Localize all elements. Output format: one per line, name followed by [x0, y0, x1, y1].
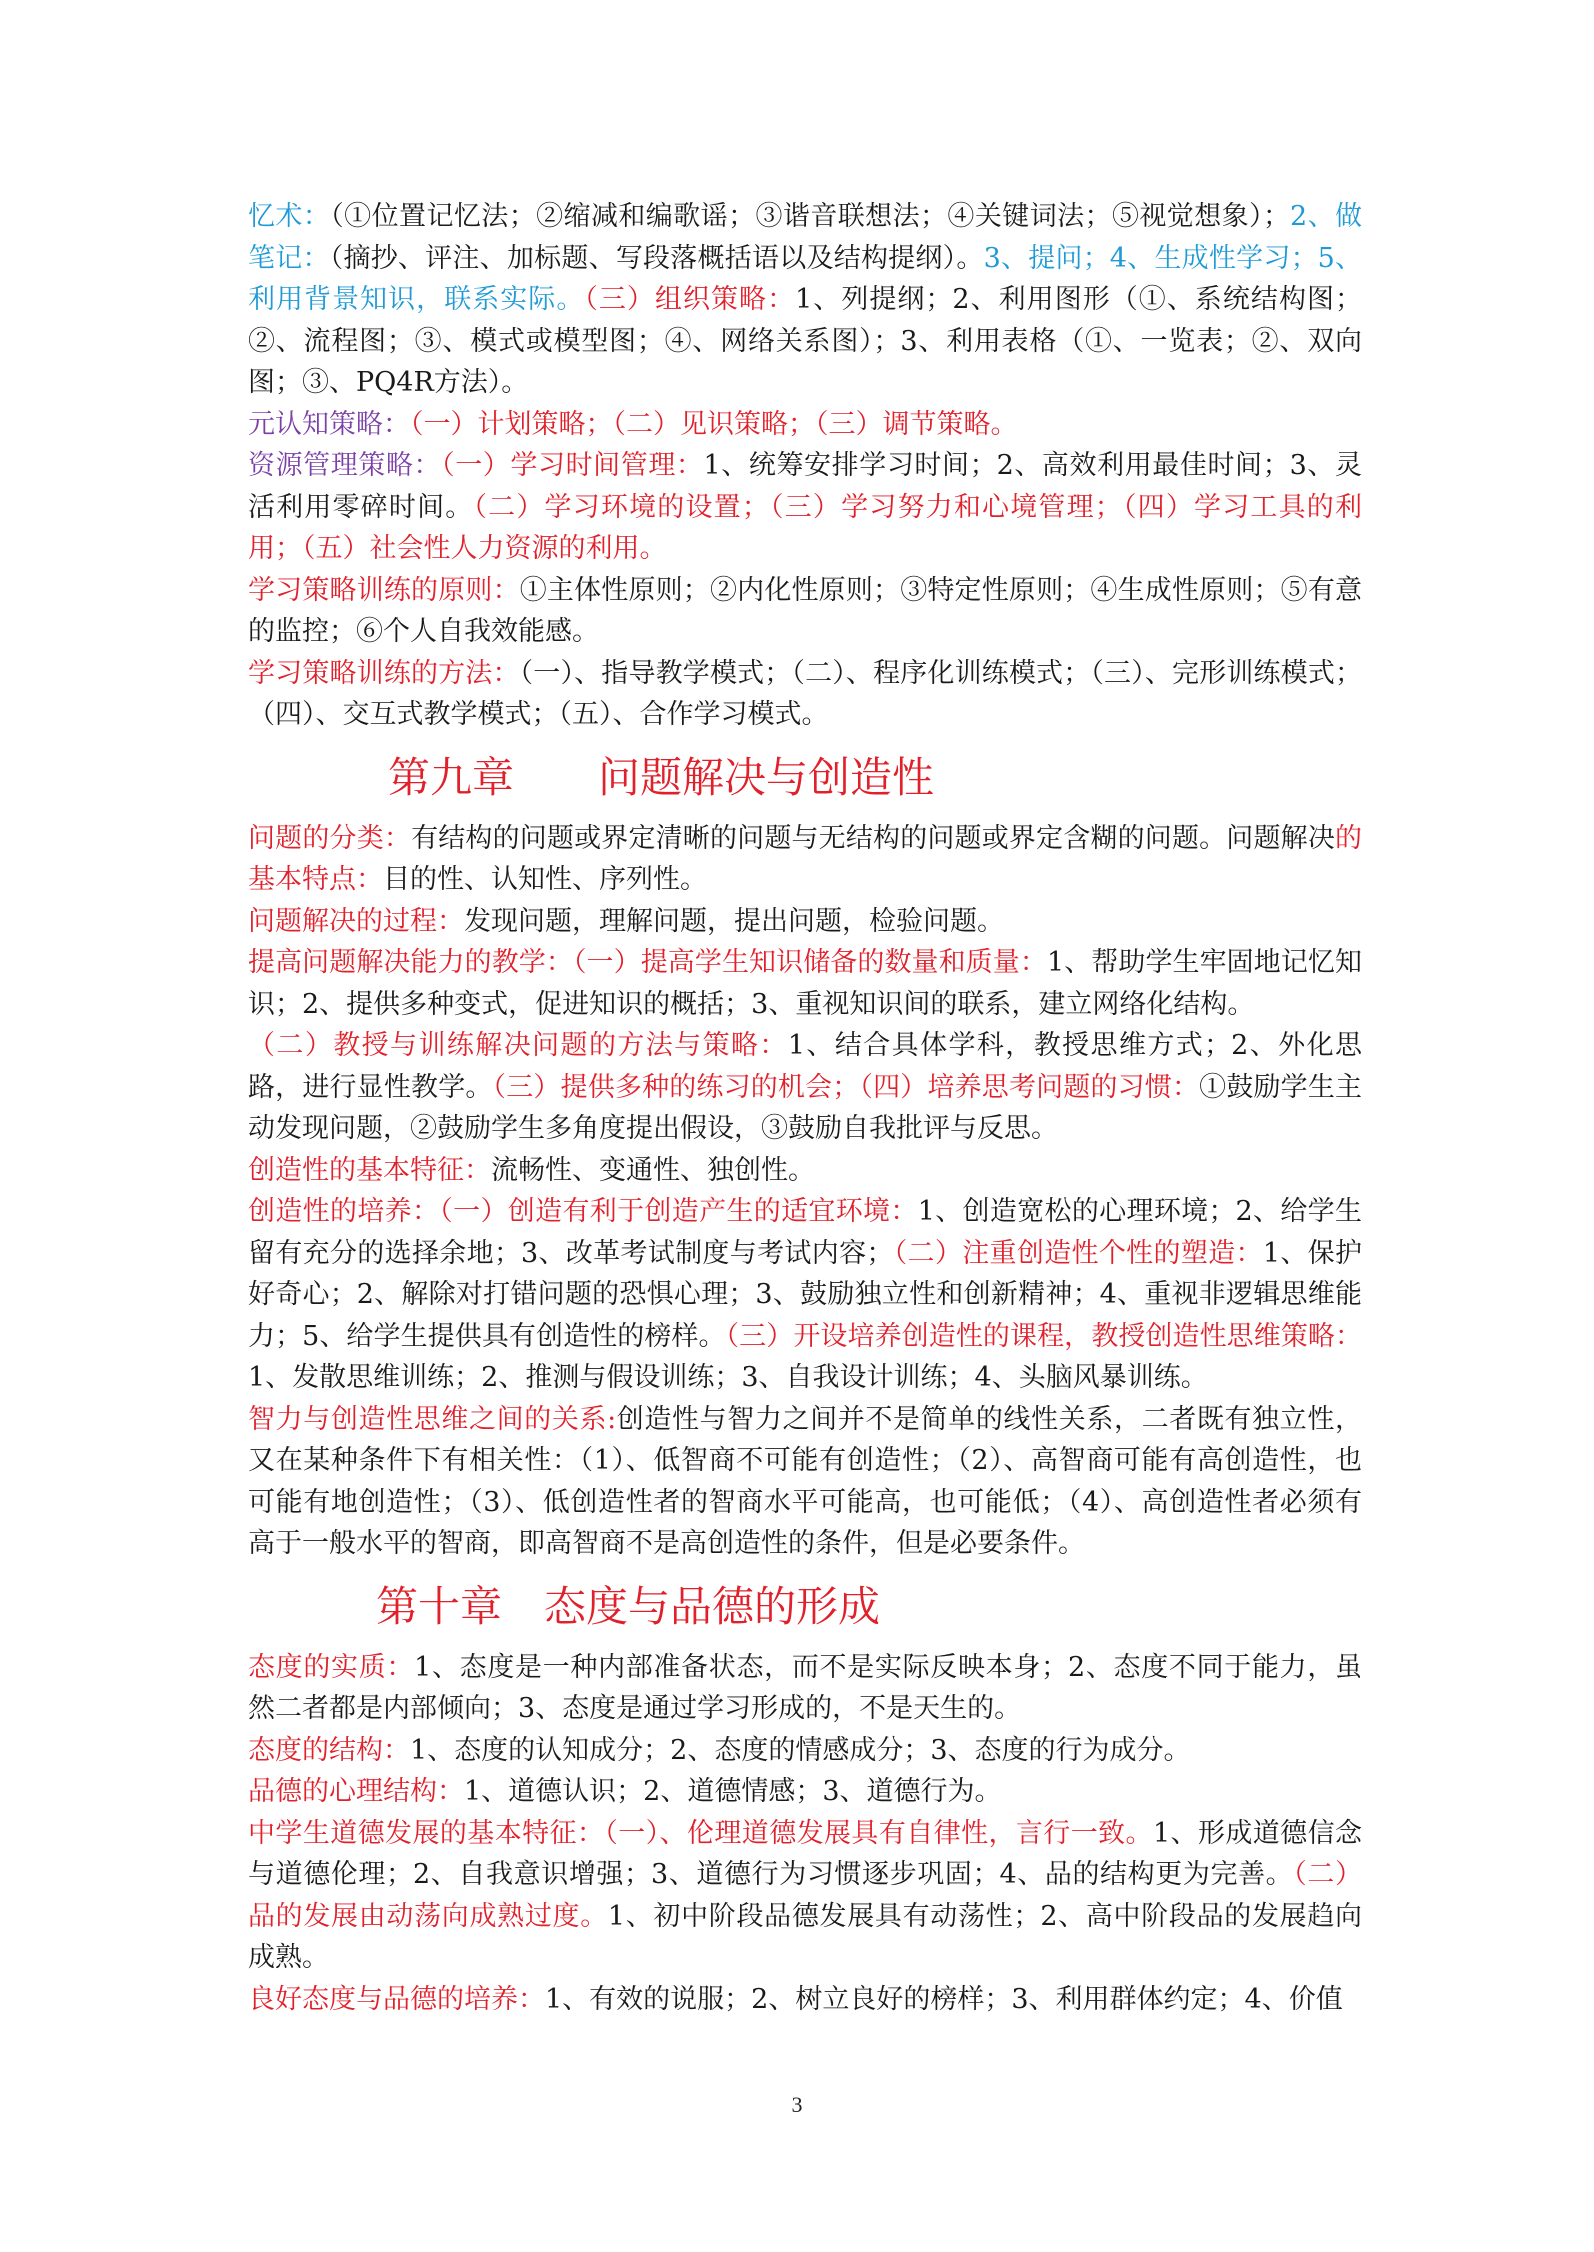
paragraph [248, 653, 1362, 736]
body-text: ①主体性原则；②内化性原则；③特定性原则；④生成性原则；⑤有意的监控；⑥个人自我效能感。 [248, 574, 1362, 647]
body-text: 1、保护好奇心；2、解除对打错问题的恐惧心理；3、鼓励独立性和创新精神；4、重视非逻辑思维能力；5、给学生提供具有创造性的榜样。 [248, 1237, 1362, 1352]
highlight-text: 中学生道德发展的基本特征：（一）、伦理道德发展具有自律性，言行一致。 [248, 1817, 1153, 1849]
body-text: 1、初中阶段品德发展具有动荡性；2、高中阶段品的发展趋向成熟。 [248, 1900, 1363, 1973]
paragraph [248, 1979, 1362, 2021]
highlight-text: 良好态度与品德的培养： [248, 1983, 545, 2015]
body-text: 发现问题，理解问题，提出问题，检验问题。 [464, 905, 1004, 937]
highlight-text: 的基本特点： [248, 822, 1363, 895]
chapter-10-section [248, 1647, 1362, 2021]
body-text: （一）、指导教学模式；（二）、程序化训练模式；（三）、完形训练模式；（四）、交互式教学模式；（五）、合作学习模式。 [248, 657, 1363, 730]
highlight-text: 创造性的基本特征： [248, 1154, 491, 1186]
body-text: （①位置记忆法；②缩减和编歌谣；③谐音联想法；④关键词法；⑤视觉想象）； [330, 201, 1290, 232]
paragraph [248, 1025, 1362, 1150]
paragraph [248, 901, 1362, 943]
chapter-10-heading: 第十章 态度与品德的形成 [376, 1581, 881, 1631]
paragraph [248, 1730, 1362, 1772]
paragraph [248, 1150, 1362, 1192]
body-text: 1、发散思维训练；2、推测与假设训练；3、自我设计训练；4、头脑风暴训练。 [248, 1362, 1208, 1393]
paragraph [248, 570, 1362, 653]
body-text: 1、帮助学生牢固地记忆知识；2、提供多种变式，促进知识的概括；3、重视知识间的联系，建立网络化结构。 [248, 947, 1363, 1020]
highlight-text: 忆术： [248, 201, 331, 232]
body-text: 1、结合具体学科，教授思维方式；2、外化思路，进行显性教学。 [248, 1030, 1363, 1103]
body-text: 1、态度是一种内部准备状态，而不是实际反映本身；2、态度不同于能力，虽然二者都是内部倾向；3、态度是通过学习形成的，不是天生的。 [248, 1651, 1363, 1724]
highlight-text: 问题的分类： [248, 822, 412, 854]
paragraph [248, 404, 1362, 446]
chapter-9-section [248, 818, 1362, 1565]
highlight-text: 学习策略训练的方法： [248, 657, 520, 689]
highlight-text: （三）组织策略： [584, 284, 796, 315]
chapter-9-heading: 第九章 问题解决与创造性 [388, 752, 935, 802]
highlight-text: 品德的心理结构： [248, 1776, 464, 1807]
paragraph [248, 1399, 1362, 1565]
page-number: 3 [791, 2092, 803, 2117]
highlight-text: 资源管理策略： [248, 450, 442, 481]
highlight-text: （二）学习环境的设置；（三）学习努力和心境管理；（四）学习工具的利用；（五）社会性人力资源的利用。 [248, 491, 1362, 564]
highlight-text: （二）注重创造性个性的塑造： [893, 1237, 1263, 1269]
body-text: 创造性与智力之间并不是简单的线性关系，二者既有独立性，又在某种条件下有相关性：（1）、低智商不可能有创造性；（2）、高智商可能有高创造性，也可能有地创造性；（3）、低创造性者的智商水平可能高，也可能低；（4）、高创造性者必须有高于一般水平的智商，即高智商不是高创造性的条件，但是必要条件。 [248, 1403, 1362, 1559]
paragraph [248, 196, 1362, 404]
highlight-text: 态度的结构： [248, 1734, 410, 1766]
highlight-text: （三）提供多种的练习的机会；（四）培养思考问题的习惯： [492, 1071, 1200, 1103]
highlight-text: （二）品的发展由动荡向成熟过度。 [248, 1859, 1362, 1932]
body-text: 1、统筹安排学习时间；2、高效利用最佳时间；3、灵活利用零碎时间。 [248, 450, 1362, 523]
highlight-text: 态度的实质： [248, 1651, 415, 1683]
highlight-text: 提高问题解决能力的教学：（一）提高学生知识储备的数量和质量： [248, 947, 1047, 978]
body-text: 1、道德认识；2、道德情感；3、道德行为。 [464, 1776, 1002, 1807]
highlight-text: （三）开设培养创造性的课程，教授创造性思维策略： [725, 1320, 1362, 1352]
highlight-text: 学习策略训练的原则： [248, 574, 520, 606]
body-text: 有结构的问题或界定清晰的问题与无结构的问题或界定含糊的问题。问题解决 [411, 822, 1336, 854]
paragraph [248, 1191, 1362, 1399]
paragraph [248, 1647, 1362, 1730]
highlight-text: 3、提问；4、生成性学习；5、利用背景知识，联系实际。 [248, 242, 1363, 315]
body-text: 1、列提纲；2、利用图形（①、系统结构图；②、流程图；③、模式或模型图；④、网络关系图）；3、利用表格（①、一览表；②、双向图；③、PQ4R方法）。 [248, 284, 1363, 398]
highlight-text: 2、做笔记： [248, 201, 1363, 274]
highlight-text: 问题解决的过程： [248, 905, 464, 937]
highlight-text: （一）计划策略；（二）见识策略；（三）调节策略。 [410, 408, 1018, 440]
highlight-text: 智力与创造性思维之间的关系: [248, 1403, 617, 1435]
body-text: ①鼓励学生主动发现问题，②鼓励学生多角度提出假设，③鼓励自我批评与反思。 [248, 1071, 1363, 1144]
body-text: 1、态度的认知成分；2、态度的情感成分；3、态度的行为成分。 [410, 1734, 1191, 1766]
highlight-text: 元认知策略： [248, 408, 410, 440]
highlight-text: （二）教授与训练解决问题的方法与策略： [248, 1030, 788, 1061]
document-page [248, 196, 1362, 2020]
intro-section [248, 196, 1362, 736]
paragraph [248, 1771, 1362, 1813]
body-text: 流畅性、变通性、独创性。 [491, 1154, 815, 1186]
highlight-text: 创造性的培养：（一）创造有利于创造产生的适宜环境： [248, 1196, 918, 1227]
paragraph [248, 1813, 1362, 1979]
body-text: （摘抄、评注、加标题、写段落概括语以及结构提纲）。 [329, 242, 984, 274]
body-text: 1、形成道德信念与道德伦理；2、自我意识增强；3、道德行为习惯逐步巩固；4、品的结构更为完善。 [248, 1817, 1363, 1890]
body-text: 目的性、认知性、序列性。 [383, 864, 707, 895]
body-text: 1、创造宽松的心理环境；2、给学生留有充分的选择余地；3、改革考试制度与考试内容； [248, 1196, 1363, 1269]
highlight-text: （一）学习时间管理： [441, 450, 704, 481]
paragraph [248, 818, 1362, 901]
body-text: 1、有效的说服；2、树立良好的榜样；3、利用群体约定；4、价值 [545, 1983, 1343, 2015]
paragraph [248, 445, 1362, 570]
paragraph [248, 942, 1362, 1025]
